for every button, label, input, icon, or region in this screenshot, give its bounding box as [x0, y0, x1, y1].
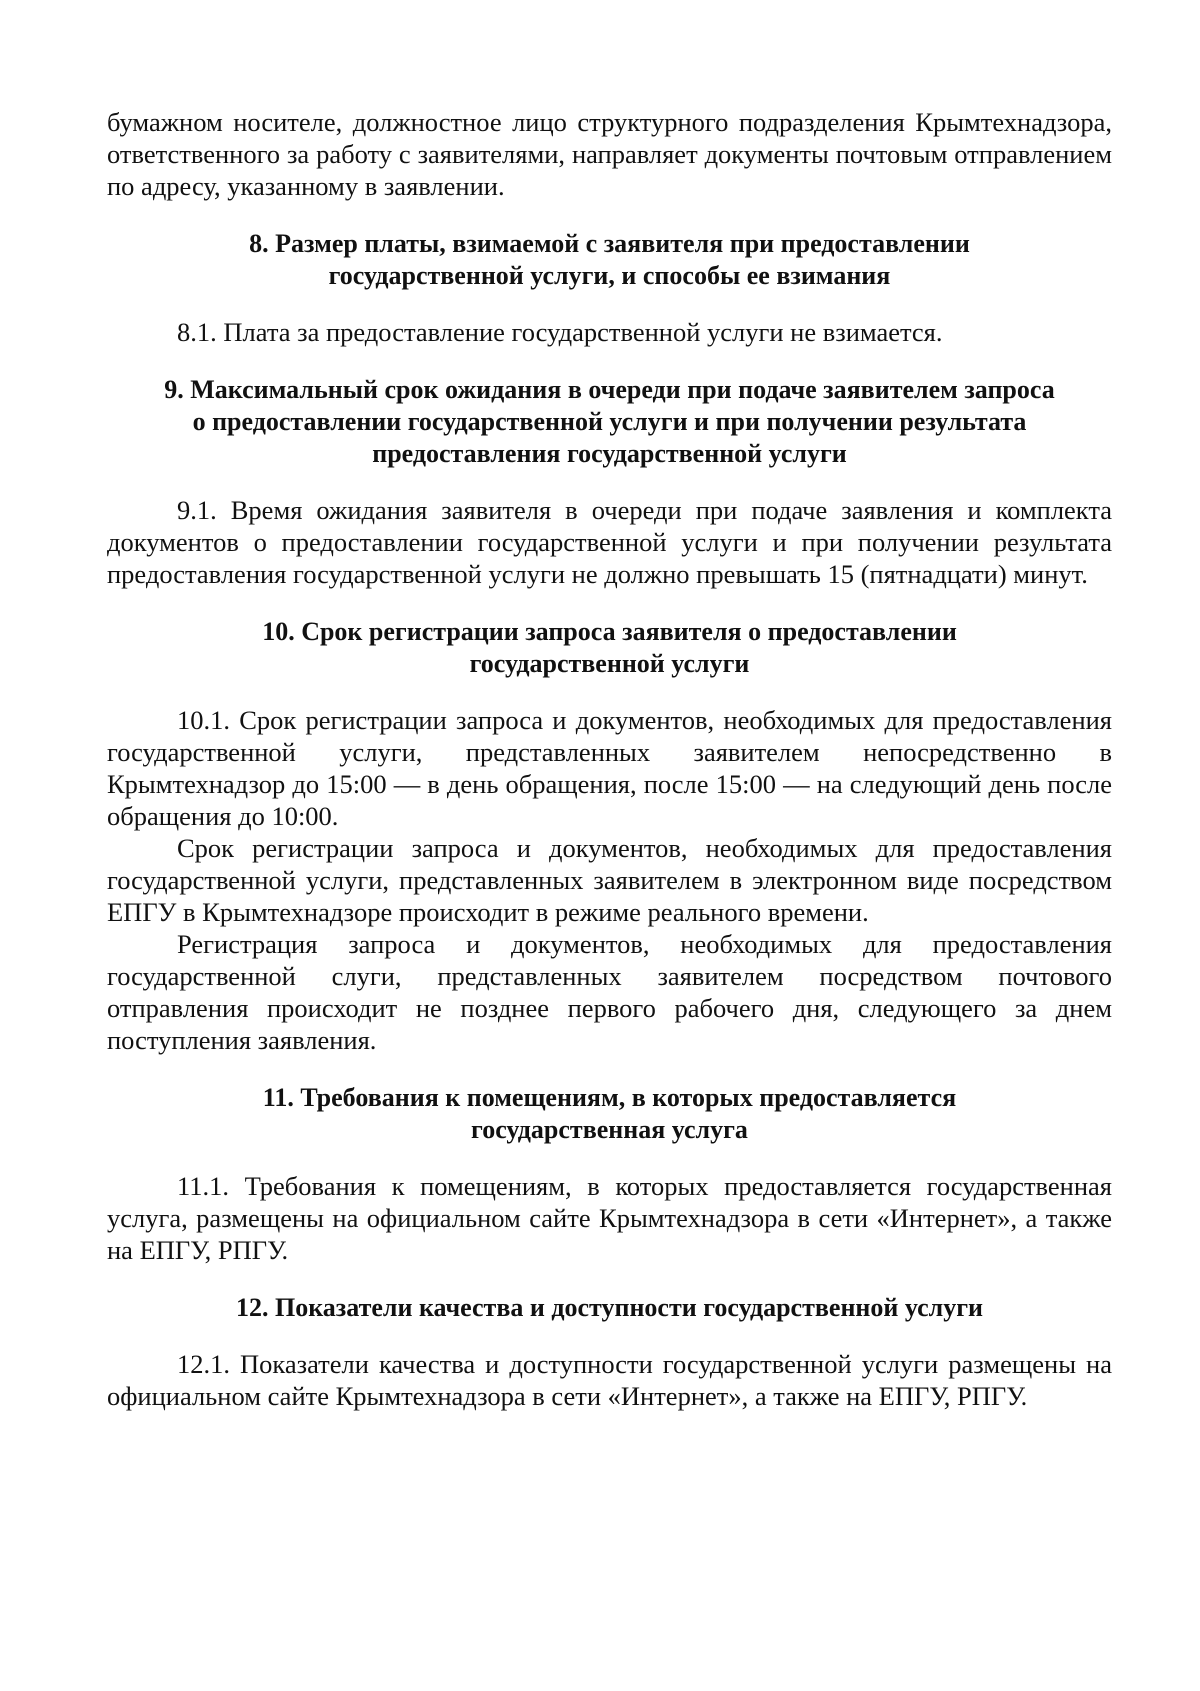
section-9	[107, 374, 1112, 590]
section-12-heading	[107, 1292, 1112, 1324]
section-8	[107, 228, 1112, 348]
section-12	[107, 1292, 1112, 1412]
section-10-heading-line2: государственной услуги	[469, 649, 750, 678]
section-8-heading-line1: 8. Размер платы, взимаемой с заявителя при предоставлении	[249, 229, 970, 258]
section-11-paragraph-1: 11.1. Требования к помещениям, в которых предоставляется государственная услуга, размещены на официальном сайте Крымтехнадзора в сети «Интернет», а также на ЕПГУ, РПГУ.	[107, 1171, 1112, 1265]
section-8-paragraph-1: 8.1. Плата за предоставление государственной услуги не взимается.	[177, 317, 943, 347]
section-11	[107, 1082, 1112, 1266]
section-10	[107, 616, 1112, 1056]
section-9-heading-line2: о предоставлении государственной услуги и при получении результата	[192, 407, 1027, 436]
intro-paragraph: бумажном носителе, должностное лицо структурного подразделения Крымтехнадзора, ответственного за работу с заявителями, направляет документы почтовым отправлением по адресу, указанному в заявлении.	[107, 107, 1112, 201]
section-10-paragraph-1: 10.1. Срок регистрации запроса и документов, необходимых для предоставления государственной услуги, представленных заявителем непосредственно в Крымтехнадзор до 15:00 — в день обращения, после 15:00 — на следующий день после обращения до 10:00.	[107, 705, 1112, 831]
section-10-paragraph-2: Срок регистрации запроса и документов, необходимых для предоставления государственной услуги, представленных заявителем в электронном виде посредством ЕПГУ в Крымтехнадзоре происходит в режиме реального времени.	[107, 833, 1112, 927]
section-12-heading-line1: 12. Показатели качества и доступности государственной услуги	[235, 1293, 984, 1322]
section-11-heading-line1: 11. Требования к помещениям, в которых предоставляется	[262, 1083, 957, 1112]
section-11-heading-line2: государственная услуга	[471, 1115, 748, 1144]
section-8-heading	[107, 228, 1112, 292]
section-10-paragraph-3: Регистрация запроса и документов, необходимых для предоставления государственной слуги, представленных заявителем посредством почтового отправления происходит не позднее первого рабочего дня, следующего за днем поступления заявления.	[107, 929, 1112, 1055]
section-9-heading	[107, 374, 1112, 470]
section-11-heading	[107, 1082, 1112, 1146]
section-8-heading-line2: государственной услуги, и способы ее взимания	[328, 261, 891, 290]
section-12-paragraph-1: 12.1. Показатели качества и доступности государственной услуги размещены на официальном сайте Крымтехнадзора в сети «Интернет», а также на ЕПГУ, РПГУ.	[107, 1349, 1112, 1411]
section-9-heading-line3: предоставления государственной услуги	[372, 439, 847, 468]
section-9-heading-line1: 9. Максимальный срок ожидания в очереди при подаче заявителем запроса	[164, 375, 1055, 404]
section-10-heading-line1: 10. Срок регистрации запроса заявителя о предоставлении	[262, 617, 957, 646]
section-10-heading	[107, 616, 1112, 680]
section-9-paragraph-1: 9.1. Время ожидания заявителя в очереди при подаче заявления и комплекта документов о предоставлении государственной услуги и при получении результата предоставления государственной услуги не должно превышать 15 (пятнадцати) минут.	[107, 495, 1112, 589]
